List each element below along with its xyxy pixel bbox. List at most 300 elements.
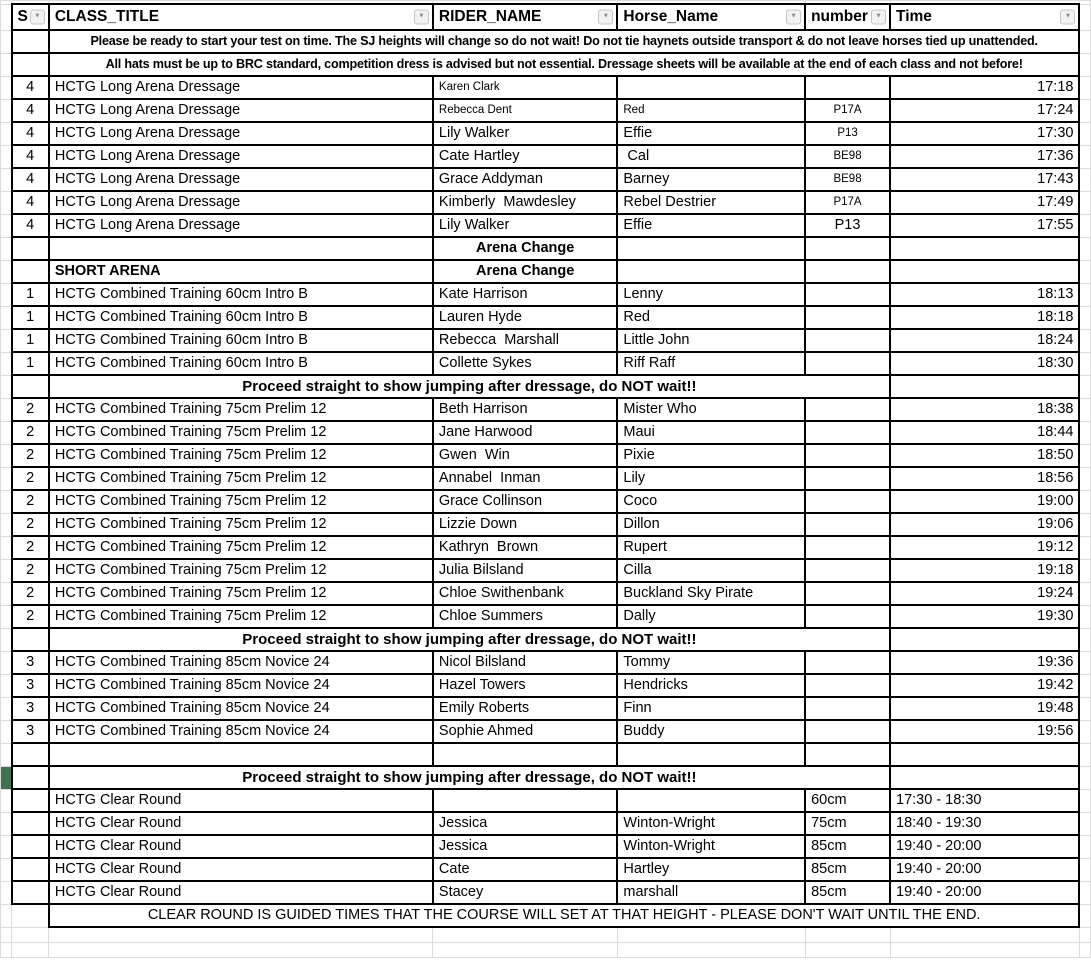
grid-spacer [1,444,12,467]
cell-class[interactable]: HCTG Long Arena Dressage [49,145,433,168]
cell-number[interactable]: P13 [805,214,890,237]
sheet-cell[interactable] [433,927,617,943]
cell-rider[interactable]: Jessica [433,835,617,858]
cell-class[interactable]: HCTG Long Arena Dressage [49,214,433,237]
cell-rider[interactable]: Hazel Towers [433,674,617,697]
cell-horse[interactable]: Effie [617,122,805,145]
table-row [1,697,1091,720]
table-row [1,858,1091,881]
cell-time[interactable]: 18:38 [890,398,1079,421]
cell-time[interactable]: 17:43 [890,168,1079,191]
cell-horse[interactable]: marshall [617,881,805,904]
grid-spacer [1079,4,1090,30]
cell-class[interactable]: HCTG Clear Round [49,789,433,812]
table-row [1,490,1091,513]
cell-horse[interactable]: Cilla [617,559,805,582]
cell-s[interactable]: 3 [12,651,49,674]
cell-rider[interactable]: Grace Collinson [433,490,617,513]
cell-time[interactable]: 19:40 - 20:00 [890,835,1079,858]
cell-class[interactable] [49,237,433,260]
cell-rider[interactable]: Gwen Win [433,444,617,467]
grid-spacer [1079,375,1090,398]
cell-number[interactable]: 75cm [805,812,890,835]
cell-s[interactable] [12,30,49,53]
cell-class[interactable]: HCTG Clear Round [49,812,433,835]
cell-class[interactable]: HCTG Long Arena Dressage [49,99,433,122]
cell-time[interactable]: 19:40 - 20:00 [890,881,1079,904]
grid-spacer [1,76,12,99]
grid-spacer [1,4,12,30]
cell-rider[interactable]: Rebecca Dent [433,99,617,122]
cell-rider[interactable]: Lauren Hyde [433,306,617,329]
cell-number[interactable] [805,720,890,743]
table-row [1,766,1091,789]
cell-class[interactable]: HCTG Long Arena Dressage [49,191,433,214]
grid-spacer [1,145,12,168]
green-marker-cell [1,766,12,789]
cell-class[interactable]: HCTG Combined Training 75cm Prelim 12 [49,398,433,421]
grid-spacer [1,306,12,329]
cell-number[interactable] [805,398,890,421]
cell-number[interactable] [805,352,890,375]
cell-number[interactable] [805,697,890,720]
cell-s[interactable]: 4 [12,191,49,214]
cell-horse[interactable]: Dillon [617,513,805,536]
cell-horse[interactable]: Little John [617,329,805,352]
cell-number[interactable] [805,444,890,467]
cell-s[interactable]: 1 [12,329,49,352]
cell-s[interactable]: 4 [12,99,49,122]
cell-number[interactable] [805,76,890,99]
cell-time[interactable]: 17:30 - 18:30 [890,789,1079,812]
cell-rider[interactable] [433,743,617,766]
number-filter-button[interactable]: ▼ [871,10,886,25]
cell-time[interactable]: 17:24 [890,99,1079,122]
cell-rider[interactable]: Sophie Ahmed [433,720,617,743]
cell-time[interactable]: 18:44 [890,421,1079,444]
cell-time[interactable]: 19:00 [890,490,1079,513]
grid-spacer [1079,467,1090,490]
grid-spacer [1,720,12,743]
cell-time[interactable]: 17:36 [890,145,1079,168]
cell-rider[interactable]: Stacey [433,881,617,904]
sheet-cell[interactable] [433,943,617,958]
cell-horse[interactable] [617,237,805,260]
cell-number[interactable]: 60cm [805,789,890,812]
cell-rider[interactable]: Grace Addyman [433,168,617,191]
table-row [1,214,1091,237]
cell-s[interactable]: 1 [12,352,49,375]
cell-rider[interactable]: Julia Bilsland [433,559,617,582]
grid-spacer [1079,214,1090,237]
cell-class[interactable]: HCTG Combined Training 75cm Prelim 12 [49,421,433,444]
sheet-cell [1079,943,1090,958]
cell-class[interactable]: HCTG Combined Training 75cm Prelim 12 [49,513,433,536]
cell-s[interactable]: 2 [12,536,49,559]
notice-banner[interactable]: Please be ready to start your test on time. The SJ heights will change so do not wait! Do not tie haynets outside transport & do not leave horses tied up unattended. [49,30,1080,53]
grid-spacer [1079,260,1090,283]
cell-horse[interactable]: Effie [617,214,805,237]
cell-time[interactable]: 17:49 [890,191,1079,214]
cell-time[interactable]: 17:18 [890,76,1079,99]
cell-rider[interactable]: Rebecca Marshall [433,329,617,352]
cell-number[interactable]: P17A [805,99,890,122]
cell-s[interactable] [12,812,49,835]
cell-number[interactable] [805,674,890,697]
grid-spacer [1079,444,1090,467]
cell-s[interactable]: 4 [12,76,49,99]
cell-s[interactable] [12,375,49,398]
grid-spacer [1079,651,1090,674]
table-row [1,306,1091,329]
cell-horse[interactable] [617,260,805,283]
proceed-banner[interactable]: Proceed straight to show jumping after dressage, do NOT wait!! [49,628,890,651]
s-filter-button[interactable]: ▼ [30,10,45,25]
cell-class[interactable]: HCTG Long Arena Dressage [49,168,433,191]
cell-horse[interactable] [617,789,805,812]
cell-horse[interactable]: Buddy [617,720,805,743]
cell-class[interactable]: HCTG Combined Training 60cm Intro B [49,306,433,329]
cell-horse[interactable]: Finn [617,697,805,720]
cell-rider[interactable]: Emily Roberts [433,697,617,720]
column-header-time[interactable] [890,4,1079,30]
cell-s[interactable]: 2 [12,513,49,536]
cell-time[interactable]: 19:56 [890,720,1079,743]
cell-class[interactable]: HCTG Combined Training 60cm Intro B [49,352,433,375]
cell-time[interactable]: 18:40 - 19:30 [890,812,1079,835]
cell-horse[interactable]: Barney [617,168,805,191]
cell-class[interactable]: HCTG Combined Training 60cm Intro B [49,283,433,306]
cell-number[interactable]: BE98 [805,168,890,191]
cell-time[interactable] [890,743,1079,766]
cell-class[interactable]: HCTG Combined Training 75cm Prelim 12 [49,559,433,582]
cell-horse[interactable]: Pixie [617,444,805,467]
sheet-cell[interactable] [805,927,890,943]
cell-s[interactable]: 4 [12,214,49,237]
cell-number[interactable] [805,306,890,329]
cell-horse[interactable]: Red [617,306,805,329]
cell-horse[interactable]: Lenny [617,283,805,306]
table-row [1,536,1091,559]
sheet-cell[interactable] [12,943,49,958]
cell-s[interactable]: 2 [12,398,49,421]
cell-time[interactable]: 19:18 [890,559,1079,582]
cell-class[interactable]: HCTG Combined Training 75cm Prelim 12 [49,605,433,628]
cell-s[interactable]: 3 [12,697,49,720]
cell-time[interactable] [890,375,1079,398]
cell-s[interactable]: 2 [12,605,49,628]
cell-horse[interactable]: Maui [617,421,805,444]
cell-number[interactable] [805,490,890,513]
table-row [1,943,1091,958]
cell-horse[interactable]: Tommy [617,651,805,674]
cell-rider[interactable]: Lily Walker [433,214,617,237]
table-row [1,835,1091,858]
cell-number[interactable]: BE98 [805,145,890,168]
cell-rider[interactable]: Arena Change [433,237,617,260]
grid-spacer [1079,168,1090,191]
cell-time[interactable] [890,628,1079,651]
sheet-cell[interactable] [805,943,890,958]
cell-time[interactable]: 18:18 [890,306,1079,329]
cell-time[interactable]: 18:24 [890,329,1079,352]
cell-rider[interactable]: Kathryn Brown [433,536,617,559]
grid-spacer [1079,421,1090,444]
cell-rider[interactable]: Chloe Swithenbank [433,582,617,605]
grid-spacer [1079,490,1090,513]
cell-class[interactable]: HCTG Combined Training 85cm Novice 24 [49,697,433,720]
cell-class[interactable]: HCTG Clear Round [49,835,433,858]
column-header-horse[interactable] [617,4,805,30]
table-row [1,421,1091,444]
cell-class[interactable]: SHORT ARENA [49,260,433,283]
cell-s[interactable]: 1 [12,306,49,329]
cell-time[interactable] [890,260,1079,283]
cell-rider[interactable]: Lily Walker [433,122,617,145]
cell-s[interactable]: 3 [12,674,49,697]
cell-s[interactable]: 1 [12,283,49,306]
cell-number[interactable] [805,513,890,536]
cell-number[interactable] [805,329,890,352]
cell-s[interactable] [12,881,49,904]
grid-spacer [1,30,12,53]
cell-number[interactable] [805,237,890,260]
cell-horse[interactable] [617,76,805,99]
column-header-rider[interactable] [433,4,617,30]
cell-class[interactable]: HCTG Combined Training 75cm Prelim 12 [49,536,433,559]
table-row [1,674,1091,697]
table-row [1,789,1091,812]
cell-rider[interactable]: Cate [433,858,617,881]
horse-filter-button[interactable]: ▼ [786,10,801,25]
cell-rider[interactable]: Annabel Inman [433,467,617,490]
grid-spacer [1079,720,1090,743]
table-row [1,559,1091,582]
cell-number[interactable] [805,536,890,559]
cell-time[interactable]: 18:56 [890,467,1079,490]
cell-number[interactable] [805,651,890,674]
cell-horse[interactable] [617,743,805,766]
cell-class[interactable]: HCTG Clear Round [49,881,433,904]
cell-number[interactable] [805,605,890,628]
class-filter-button[interactable]: ▼ [414,10,429,25]
table-row [1,375,1091,398]
cell-time[interactable]: 17:55 [890,214,1079,237]
cell-horse[interactable]: Coco [617,490,805,513]
cell-rider[interactable]: Arena Change [433,260,617,283]
grid-spacer [1,467,12,490]
cell-horse[interactable]: Rebel Destrier [617,191,805,214]
cell-class[interactable]: HCTG Combined Training 75cm Prelim 12 [49,444,433,467]
cell-s[interactable] [12,260,49,283]
cell-s[interactable]: 4 [12,122,49,145]
cell-time[interactable]: 19:06 [890,513,1079,536]
cell-s[interactable]: 2 [12,444,49,467]
table-row [1,904,1091,927]
cell-s[interactable]: 2 [12,467,49,490]
proceed-banner[interactable]: Proceed straight to show jumping after dressage, do NOT wait!! [49,375,890,398]
cell-time[interactable]: 18:30 [890,352,1079,375]
cell-class[interactable]: HCTG Combined Training 85cm Novice 24 [49,651,433,674]
table-row [1,605,1091,628]
cell-rider[interactable]: Kimberly Mawdesley [433,191,617,214]
cell-s[interactable]: 3 [12,720,49,743]
cell-number[interactable] [805,467,890,490]
cell-horse[interactable]: Buckland Sky Pirate [617,582,805,605]
cell-s[interactable] [12,743,49,766]
cell-s[interactable] [12,628,49,651]
grid-spacer [1,513,12,536]
cell-horse[interactable]: Riff Raff [617,352,805,375]
column-header-s[interactable] [12,4,49,30]
grid-spacer [1,789,12,812]
cell-time[interactable]: 18:50 [890,444,1079,467]
cell-class[interactable]: HCTG Combined Training 75cm Prelim 12 [49,490,433,513]
sheet-cell[interactable] [617,927,805,943]
cell-s[interactable]: 2 [12,490,49,513]
cell-class[interactable]: HCTG Clear Round [49,858,433,881]
grid-spacer [1079,191,1090,214]
table-row [1,352,1091,375]
grid-spacer [1,99,12,122]
cell-horse[interactable]: Red [617,99,805,122]
cell-horse[interactable]: Winton-Wright [617,812,805,835]
grid-spacer [1,168,12,191]
grid-spacer [1,582,12,605]
cell-rider[interactable]: Kate Harrison [433,283,617,306]
cell-time[interactable]: 17:30 [890,122,1079,145]
cell-horse[interactable]: Mister Who [617,398,805,421]
cell-time[interactable]: 19:30 [890,605,1079,628]
cell-number[interactable] [805,582,890,605]
cell-s[interactable] [12,237,49,260]
cell-number[interactable]: 85cm [805,858,890,881]
cell-time[interactable]: 19:36 [890,651,1079,674]
cell-rider[interactable]: Nicol Bilsland [433,651,617,674]
cell-number[interactable] [805,559,890,582]
cell-s[interactable]: 2 [12,421,49,444]
grid-spacer [1,628,12,651]
proceed-banner[interactable]: Proceed straight to show jumping after dressage, do NOT wait!! [49,766,890,789]
cell-number[interactable]: P17A [805,191,890,214]
grid-spacer [1079,122,1090,145]
cell-s[interactable]: 2 [12,582,49,605]
cell-rider[interactable]: Collette Sykes [433,352,617,375]
cell-rider[interactable] [433,789,617,812]
sheet-cell[interactable] [617,943,805,958]
cell-number[interactable] [805,260,890,283]
cell-number[interactable] [805,421,890,444]
cell-class[interactable] [49,743,433,766]
cell-number[interactable] [805,743,890,766]
cell-number[interactable] [805,283,890,306]
cell-s[interactable] [12,766,49,789]
grid-spacer [1079,766,1090,789]
sheet-cell[interactable] [890,927,1079,943]
cell-number[interactable]: 85cm [805,835,890,858]
table-row [1,720,1091,743]
table-row [1,191,1091,214]
cell-time[interactable]: 19:40 - 20:00 [890,858,1079,881]
cell-s[interactable] [12,835,49,858]
cell-rider[interactable]: Beth Harrison [433,398,617,421]
cell-class[interactable]: HCTG Combined Training 75cm Prelim 12 [49,582,433,605]
cell-time[interactable]: 18:13 [890,283,1079,306]
cell-horse[interactable]: Dally [617,605,805,628]
sheet-cell[interactable] [890,943,1079,958]
time-filter-button[interactable]: ▼ [1060,10,1075,25]
column-header-label: Time [896,8,932,26]
sheet-cell[interactable] [49,943,433,958]
cell-class[interactable]: HCTG Combined Training 85cm Novice 24 [49,674,433,697]
cell-time[interactable]: 19:12 [890,536,1079,559]
table-row [1,513,1091,536]
cell-time[interactable]: 19:24 [890,582,1079,605]
cell-s[interactable] [12,789,49,812]
cell-horse[interactable]: Cal [617,145,805,168]
table-row [1,53,1091,76]
grid-spacer [1,237,12,260]
cell-s[interactable] [12,53,49,76]
cell-class[interactable]: HCTG Combined Training 75cm Prelim 12 [49,467,433,490]
table-row [1,329,1091,352]
grid-spacer [1079,697,1090,720]
cell-horse[interactable]: Hartley [617,858,805,881]
sheet-cell[interactable] [12,927,49,943]
cell-s[interactable] [12,858,49,881]
clear-round-note[interactable]: CLEAR ROUND IS GUIDED TIMES THAT THE COURSE WILL SET AT THAT HEIGHT - PLEASE DON'T WAIT UNTIL THE END. [49,904,1080,927]
table-row [1,927,1091,943]
cell-horse[interactable]: Hendricks [617,674,805,697]
column-header-class[interactable] [49,4,433,30]
cell-class[interactable]: HCTG Long Arena Dressage [49,122,433,145]
grid-spacer [1,858,12,881]
cell-class[interactable]: HCTG Combined Training 85cm Novice 24 [49,720,433,743]
cell-rider[interactable]: Cate Hartley [433,145,617,168]
cell-horse[interactable]: Winton-Wright [617,835,805,858]
grid-spacer [1,651,12,674]
cell-time[interactable] [890,766,1079,789]
sheet-cell[interactable] [49,927,433,943]
cell-class[interactable]: HCTG Combined Training 60cm Intro B [49,329,433,352]
table-row [1,260,1091,283]
cell-horse[interactable]: Rupert [617,536,805,559]
cell-rider[interactable]: Lizzie Down [433,513,617,536]
cell-time[interactable]: 19:48 [890,697,1079,720]
cell-horse[interactable]: Lily [617,467,805,490]
table-row [1,168,1091,191]
notice-banner[interactable]: All hats must be up to BRC standard, competition dress is advised but not essential. Dressage sheets will be available at the end of each class and not before! [49,53,1080,76]
cell-time[interactable]: 19:42 [890,674,1079,697]
cell-rider[interactable]: Jane Harwood [433,421,617,444]
table-row [1,881,1091,904]
cell-s[interactable]: 4 [12,145,49,168]
cell-s[interactable]: 2 [12,559,49,582]
grid-spacer [1,191,12,214]
cell-rider[interactable]: Chloe Summers [433,605,617,628]
grid-spacer [1,283,12,306]
rider-filter-button[interactable]: ▼ [598,10,613,25]
cell-time[interactable] [890,237,1079,260]
cell-class[interactable]: HCTG Long Arena Dressage [49,76,433,99]
column-header-number[interactable] [805,4,890,30]
cell-rider[interactable]: Jessica [433,812,617,835]
grid-spacer [1079,306,1090,329]
cell-number[interactable]: P13 [805,122,890,145]
cell-number[interactable]: 85cm [805,881,890,904]
cell-rider[interactable]: Karen Clark [433,76,617,99]
cell-s[interactable]: 4 [12,168,49,191]
